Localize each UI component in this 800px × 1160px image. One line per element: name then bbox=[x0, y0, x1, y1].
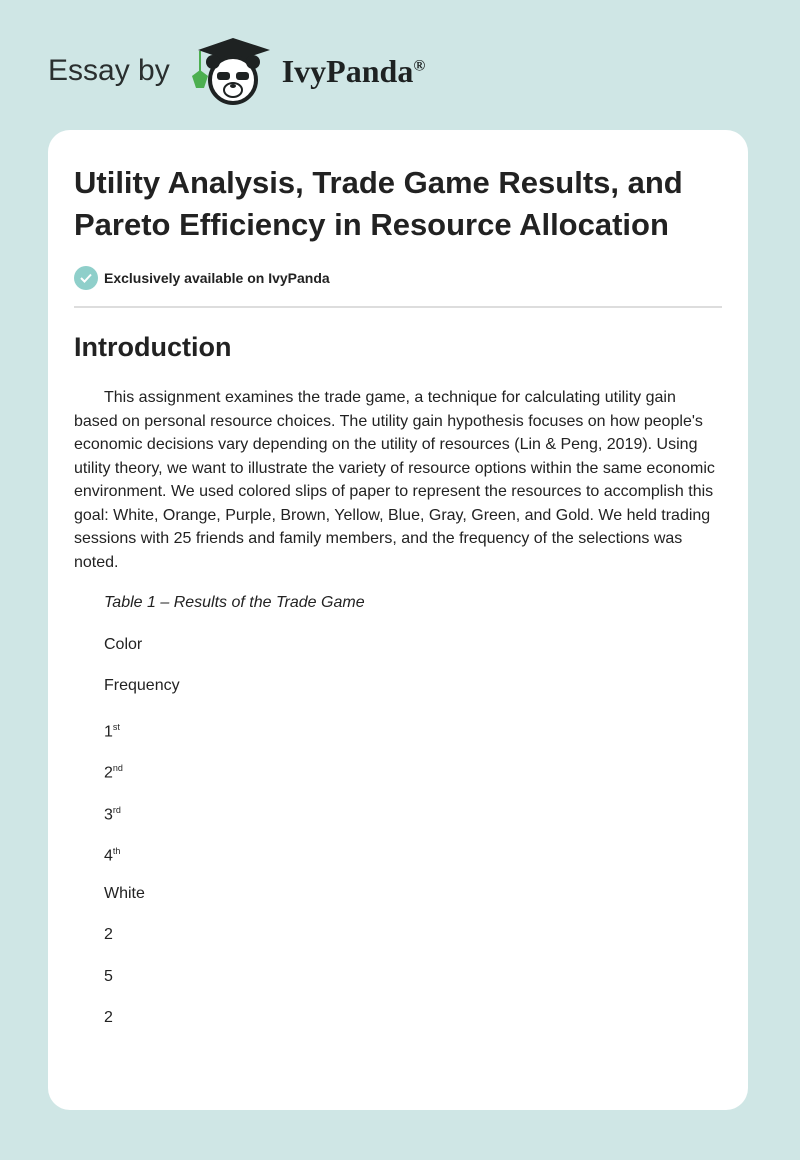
table-cell-value: 2 bbox=[104, 1009, 113, 1026]
rank-3: 3rd bbox=[104, 804, 121, 823]
essay-title: Utility Analysis, Trade Game Results, and Pareto Efficiency in Resource Allocation bbox=[74, 165, 683, 242]
table-cell-value: 2 bbox=[104, 926, 113, 943]
section-heading: Introduction bbox=[74, 332, 232, 362]
essay-by-label: Essay by bbox=[48, 54, 170, 87]
table-header-color: Color bbox=[104, 635, 143, 653]
essay-card bbox=[48, 130, 748, 1110]
exclusive-label: Exclusively available on IvyPanda bbox=[104, 270, 330, 286]
panda-logo-icon[interactable] bbox=[188, 36, 278, 106]
results-table bbox=[104, 582, 722, 1039]
table-cell-color: White bbox=[104, 884, 145, 902]
rank-1: 1st bbox=[104, 721, 120, 740]
rank-2: 2nd bbox=[104, 763, 123, 782]
rank-4: 4th bbox=[104, 846, 121, 865]
table-cell-value: 5 bbox=[104, 967, 113, 985]
intro-paragraph: This assignment examines the trade game, a technique for calculating utility gain based on personal resource choices. The utility gain hypothesis focuses on how people's economic decisions vary depending on the utility of resources (Lin & Peng, 2019). Using utility theory, we want to illustrate the variety of resource options within the same economic environment. We used colored slips of paper to represent the resources to accomplish this goal: White, Orange, Purple, Brown, Yellow, Blue, Gray, Green, and Gold. We held trading sessions with 25 friends and family members, and the frequency of the selections was noted. bbox=[74, 389, 715, 571]
divider bbox=[74, 306, 722, 308]
table-header-frequency: Frequency bbox=[104, 677, 180, 694]
exclusive-badge bbox=[74, 266, 722, 290]
brand-name[interactable]: IvyPanda® bbox=[281, 52, 426, 89]
table-caption: Table 1 – Results of the Trade Game bbox=[104, 594, 365, 611]
check-circle-icon bbox=[74, 266, 98, 290]
site-header bbox=[48, 36, 425, 106]
